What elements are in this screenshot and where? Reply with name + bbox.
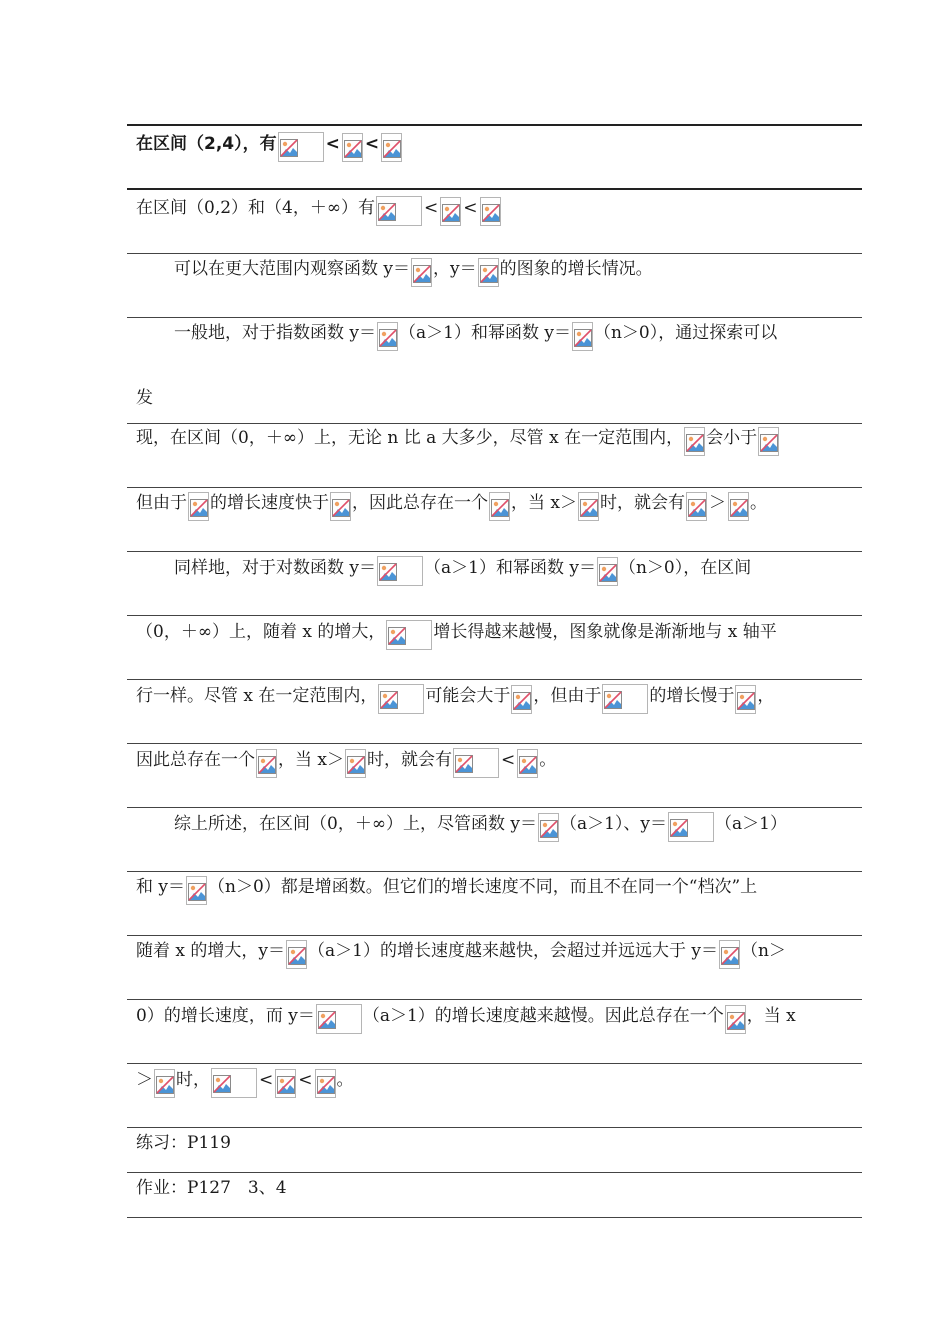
formula-image-icon [211, 1068, 257, 1098]
formula-image-icon [315, 1069, 336, 1098]
formula-image-icon [597, 557, 618, 586]
table-row [127, 1063, 862, 1127]
formula-image-icon [386, 620, 432, 650]
text-line [136, 132, 403, 162]
text-segment: （a＞1）的增长速度越来越慢。因此总存在一个 [362, 1006, 724, 1026]
text-segment: 发 [136, 388, 153, 408]
text-line [174, 258, 653, 287]
formula-image-icon [758, 427, 779, 456]
table-row [127, 679, 862, 743]
text-line [136, 492, 767, 521]
text-segment: 随着 x 的增大，y＝ [136, 941, 285, 961]
formula-image-icon [381, 133, 402, 162]
formula-image-icon [286, 940, 307, 969]
text-segment: 的图象的增长情况。 [499, 259, 653, 279]
text-segment: 行一样。尽管 x 在一定范围内， [136, 686, 378, 706]
table-row [127, 871, 862, 935]
formula-image-icon [345, 749, 366, 778]
text-segment: 的增长慢于 [649, 686, 735, 706]
text-segment: （0，＋∞）上，随着 x 的增大， [136, 622, 386, 642]
formula-image-icon [411, 258, 432, 287]
text-segment: 的增长速度快于 [210, 493, 329, 513]
formula-image-icon [440, 197, 461, 226]
formula-image-icon [728, 492, 749, 521]
formula-image-icon [342, 133, 363, 162]
table-row [127, 253, 862, 317]
text-segment: 0）的增长速度，而 y＝ [136, 1006, 315, 1026]
formula-image-icon [377, 322, 398, 351]
text-segment: < [463, 198, 478, 218]
formula-image-icon [188, 492, 209, 521]
text-line [136, 427, 780, 456]
text-segment: （a＞1）的增长速度越来越快，会超过并远远大于 y＝ [308, 941, 718, 961]
text-segment: 综上所述，在区间（0，＋∞）上，尽管函数 y＝ [174, 814, 537, 834]
text-segment: < [259, 1070, 274, 1090]
table-row [127, 1127, 862, 1172]
text-segment: ＞ [136, 1070, 153, 1090]
text-line [136, 940, 786, 969]
formula-image-icon [572, 322, 593, 351]
table-row [127, 551, 862, 615]
formula-image-icon [453, 748, 499, 778]
formula-image-icon [376, 196, 422, 226]
formula-image-icon [538, 813, 559, 842]
formula-image-icon [278, 132, 324, 162]
formula-image-icon [725, 1005, 746, 1034]
table-row [127, 807, 862, 871]
text-line [136, 1004, 796, 1034]
text-segment: （n＞ [740, 941, 786, 961]
text-line [136, 196, 502, 226]
text-line [136, 387, 153, 409]
text-segment: 同样地，对于对数函数 y＝ [174, 558, 377, 578]
text-segment: 但由于 [136, 493, 187, 513]
text-segment: < [298, 1070, 313, 1090]
text-segment: ，当 x＞ [278, 750, 344, 770]
formula-image-icon [478, 258, 499, 287]
formula-image-icon [735, 685, 756, 714]
text-segment: 在区间（2,4），有 [136, 134, 277, 154]
table-row [127, 743, 862, 807]
text-segment: 练习：P119 [136, 1133, 231, 1153]
text-segment: ，y＝ [433, 259, 477, 279]
text-line [136, 1177, 287, 1199]
text-segment: 因此总存在一个 [136, 750, 255, 770]
formula-image-icon [686, 492, 707, 521]
text-segment: 。 [539, 750, 557, 770]
text-segment: （a＞1）和幂函数 y＝ [399, 323, 571, 343]
formula-image-icon [316, 1004, 362, 1034]
text-segment: 一般地，对于指数函数 y＝ [174, 323, 377, 343]
formula-image-icon [511, 685, 532, 714]
text-segment: < [364, 134, 380, 154]
formula-image-icon [602, 684, 648, 714]
text-line [174, 556, 751, 586]
text-segment: 可以在更大范围内观察函数 y＝ [174, 259, 411, 279]
formula-image-icon [378, 684, 424, 714]
formula-image-icon [684, 427, 705, 456]
table-row [127, 615, 862, 679]
formula-image-icon [256, 749, 277, 778]
table-row [127, 317, 862, 423]
text-segment: 在区间（0,2）和（4，＋∞）有 [136, 198, 376, 218]
formula-image-icon [668, 812, 714, 842]
text-segment: （a＞1）、y＝ [559, 814, 668, 834]
table-row [127, 999, 862, 1063]
formula-image-icon [275, 1069, 296, 1098]
text-segment: 会小于 [706, 428, 758, 448]
text-segment: ，因此总存在一个 [352, 493, 488, 513]
text-segment: （n＞0），通过探索可以 [593, 323, 778, 343]
text-segment: < [501, 750, 516, 770]
text-line [136, 1068, 354, 1098]
text-line [174, 812, 787, 842]
text-segment: 时， [176, 1070, 210, 1090]
table-row [127, 935, 862, 999]
formula-image-icon [578, 492, 599, 521]
text-line [136, 876, 757, 905]
text-segment: ， [757, 686, 775, 706]
text-segment: ，当 x [746, 1006, 796, 1026]
text-segment: ，但由于 [533, 686, 602, 706]
text-segment: ，当 x＞ [511, 493, 577, 513]
table-row [127, 423, 862, 487]
formula-image-icon [517, 749, 538, 778]
document-table [127, 124, 862, 1218]
formula-image-icon [330, 492, 351, 521]
text-line [174, 322, 777, 351]
text-segment: （n＞0），在区间 [618, 558, 752, 578]
formula-image-icon [480, 197, 501, 226]
formula-image-icon [186, 876, 207, 905]
text-segment: 和 y＝ [136, 877, 186, 897]
table-row [127, 124, 862, 188]
formula-image-icon [719, 940, 740, 969]
formula-image-icon [377, 556, 423, 586]
text-segment: 时，就会有 [600, 493, 685, 513]
text-segment: （n＞0）都是增函数。但它们的增长速度不同，而且不在同一个“档次”上 [208, 877, 758, 897]
text-segment: 可能会大于 [425, 686, 511, 706]
text-line [136, 1132, 231, 1154]
table-row [127, 1172, 862, 1218]
text-segment: < [424, 198, 439, 218]
text-segment: 。 [336, 1070, 354, 1090]
table-row [127, 188, 862, 253]
table-row [127, 487, 862, 551]
text-segment: 。 [750, 493, 767, 513]
text-segment: 时，就会有 [367, 750, 452, 770]
text-segment: < [325, 134, 340, 154]
text-line [136, 748, 556, 778]
text-segment: （a＞1） [715, 814, 787, 834]
formula-image-icon [489, 492, 510, 521]
text-segment: 增长得越来越慢，图象就像是渐渐地与 x 轴平 [433, 622, 777, 642]
text-line [136, 620, 777, 650]
text-segment: ＞ [709, 493, 726, 513]
formula-image-icon [154, 1069, 175, 1098]
text-line [136, 684, 774, 714]
text-segment: 作业：P127 3、4 [136, 1178, 287, 1198]
text-segment: 现，在区间（0，＋∞）上，无论 n 比 a 大多少，尽管 x 在一定范围内， [136, 428, 684, 448]
text-segment: （a＞1）和幂函数 y＝ [424, 558, 596, 578]
